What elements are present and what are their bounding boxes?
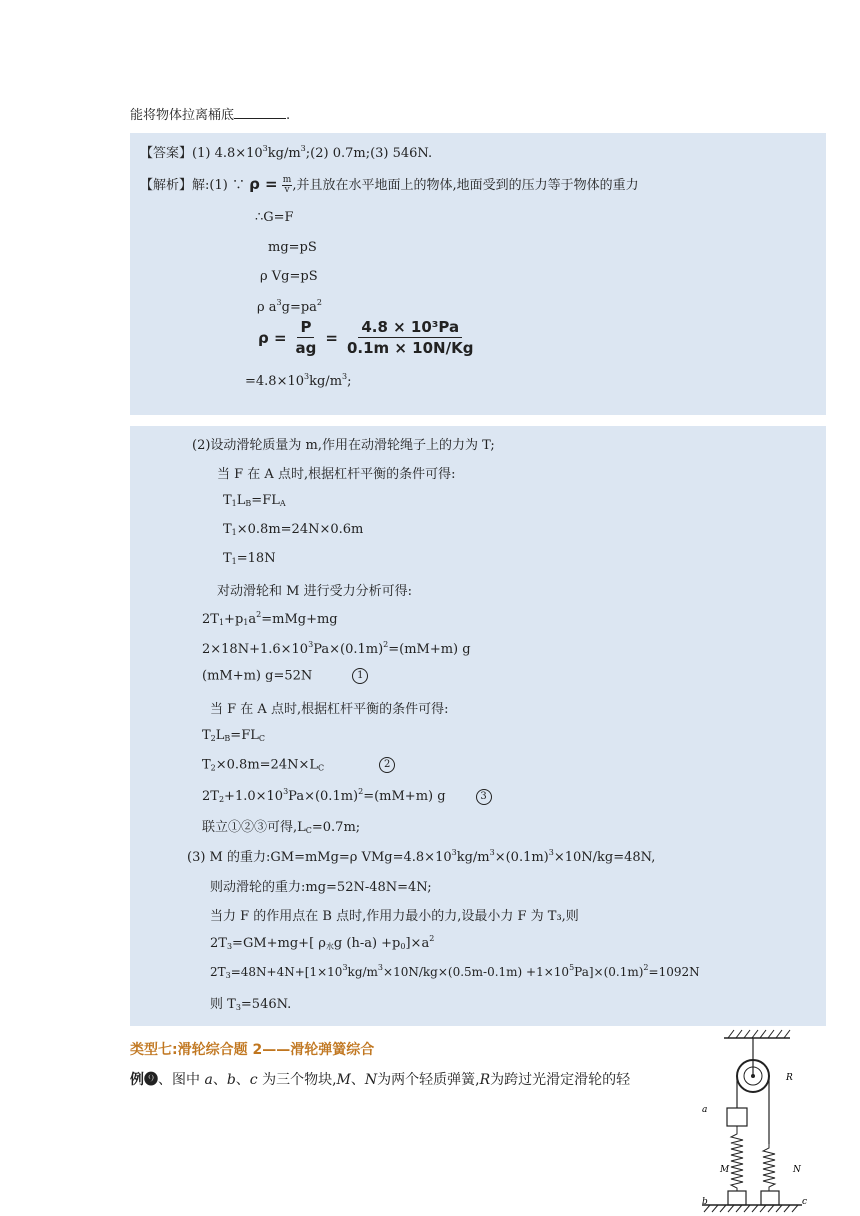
s: 1 [231,528,237,537]
s: 1 [231,499,237,508]
t: L [236,493,246,508]
s: 2 [643,963,649,972]
s: 水 [325,942,334,951]
part2-line-9 [202,668,368,684]
t: ]×a [405,936,430,951]
result-sup: 3 [304,372,310,381]
circled-1: 1 [352,668,368,684]
t: T [223,522,232,537]
s: C [258,734,265,743]
intro-text: 能将物体拉离桶底 [130,108,235,123]
s: 5 [569,963,575,972]
t: kg/m [456,850,490,865]
part2-line-10: 当 F 在 A 点时,根据杠杆平衡的条件可得: [210,702,449,717]
analysis-result [245,372,352,389]
eq-den-2: 0.1m × 10N/Kg [346,339,474,357]
t: ×0.8m=24N×0.6m [236,522,364,537]
analysis-tag: 【解析】 [140,178,193,193]
s: 2 [256,610,262,619]
s: 3 [225,971,231,980]
t: R [479,1072,491,1088]
s: 3 [377,963,384,972]
step4-a: ρ a [257,300,277,315]
eq-equals: = [325,328,338,347]
t: T [202,757,211,773]
density-fraction [282,176,293,195]
part2-line-13 [202,787,492,805]
eq-fraction-1 [293,318,320,357]
t: Pa]×(0.1m) [574,965,644,979]
density-equation [258,318,476,357]
s: 2 [383,640,389,649]
part2-line-14 [202,816,360,835]
t: T [223,493,232,508]
part2-line-12 [202,757,395,773]
t: 为两个轻质弹簧, [377,1072,480,1088]
section-heading: 类型七:滑轮综合题 2——滑轮弹簧综合 [130,1042,375,1058]
t: g (h-a) +p [333,936,401,951]
rho-symbol: ρ = [249,175,278,193]
answer-line [140,142,432,161]
t: ×10N/kg=48N, [553,850,656,865]
s: 1 [243,618,249,627]
t: =FL [230,728,259,743]
s: 3 [226,942,233,951]
t: T [223,551,232,566]
s: B [245,499,252,508]
result-c: ; [347,374,352,389]
part2-line-8 [202,640,471,657]
part2-line-2: 当 F 在 A 点时,根据杠杆平衡的条件可得: [217,467,456,482]
eq-num-1: P [297,318,314,338]
analysis-step-1: ∴G=F [255,210,294,225]
part3-line-6 [210,993,291,1012]
t: 、 [350,1072,365,1088]
t: (mM+m) g=52N [202,668,313,684]
s: 3 [451,848,457,857]
answer-rest: ;(2) 0.7m;(3) 546N. [305,146,433,161]
pulley-spring-figure [690,1026,810,1216]
part2-line-5 [223,551,276,566]
step4-b: g=pa [281,300,317,315]
eq-num-2: 4.8 × 10³Pa [358,318,462,338]
t: kg/m [347,965,378,979]
step4-sup: 3 [276,298,282,307]
t: =FL [251,493,280,508]
result-sup2: 3 [342,372,348,381]
t: ×(0.1m) [494,850,549,865]
answer-blank [234,106,286,119]
answer-unit: kg/m [267,146,301,161]
circled-2: 2 [379,757,395,773]
s: 2 [218,795,225,804]
s: 2 [429,934,435,943]
t: 2T [210,965,226,979]
t: 、 [212,1072,227,1088]
t: =mMg+mg [261,612,338,627]
label-c: c [802,1197,808,1207]
analysis-step-2: mg=pS [268,240,317,255]
t: 2T [202,612,219,627]
result-b: kg/m [309,374,343,389]
part2-line-7 [202,610,338,627]
t: =0.7m; [311,820,361,835]
t: =48N+4N+[1×10 [230,965,343,979]
step4-sup2: 2 [316,298,323,307]
part2-line-6: 对动滑轮和 M 进行受力分析可得: [217,584,412,599]
part2-line-1: (2)设动滑轮质量为 m,作用在动滑轮绳子上的力为 T; [192,438,495,453]
t: T [202,728,211,743]
answer-text: (1) 4.8×10 [192,146,263,161]
s: 3 [235,1003,241,1012]
t: 联立①②③可得,L [202,820,306,835]
eq-fraction-2 [344,318,476,357]
circled-3: 3 [476,789,492,805]
t: 2T [202,789,219,804]
fraction-numerator: m [282,175,292,185]
s: 3 [548,848,554,857]
t: N [364,1072,378,1088]
s: 0 [400,942,406,951]
answer-tag: 【答案】 [140,146,193,161]
t: c [249,1072,258,1088]
t: b [226,1072,236,1088]
s: A [279,499,286,508]
t: 、 [235,1072,250,1088]
intro-line [130,104,290,123]
part3-line-5 [210,963,700,980]
intro-end: . [286,108,291,123]
part2-line-4 [223,522,363,537]
t: =1092N [648,965,700,979]
s: 3 [308,640,314,649]
result-a: =4.8×10 [245,374,305,389]
t: 则 T [210,997,236,1012]
label-M: M [720,1165,730,1175]
s: C [305,826,312,835]
example-line [130,1069,630,1089]
example-number: ❾ [144,1072,158,1088]
t: 为三个物块, [257,1072,337,1088]
t: 、图中 [158,1072,205,1088]
eq-den-1: ag [295,339,317,357]
s: 1 [231,557,237,566]
label-b: b [702,1197,708,1207]
s: 3 [342,963,348,972]
s: 3 [283,787,289,796]
answer-sup: 3 [262,144,268,153]
step3-text: ρ Vg=pS [260,269,318,284]
part3-line-4 [210,934,434,952]
s: 3 [489,848,495,857]
label-a: a [702,1105,708,1115]
analysis-lead: 解:(1) ∵ [192,178,245,193]
s: 2 [358,787,364,796]
part3-line-2: 则动滑轮的重力:mg=52N-48N=4N; [210,880,432,895]
t: (3) M 的重力:GM=mMg=ρ VMg=4.8×10 [187,850,452,865]
t: 为跨过光滑定滑轮的轻 [490,1072,631,1088]
fraction-denominator: v [284,185,290,195]
analysis-lead-end: ,并且放在水平地面上的物体,地面受到的压力等于物体的重力 [292,178,639,193]
t: Pa×(0.1m) [313,642,384,657]
t: =18N [236,551,276,566]
t: +p [224,612,244,627]
label-R: R [786,1073,793,1083]
s: B [224,734,231,743]
t: ×10N/kg×(0.5m-0.1m) +1×10 [383,965,570,979]
label-N: N [793,1165,801,1175]
t: +1.0×10 [224,789,284,804]
s: 2 [210,763,216,773]
part2-line-3 [223,493,286,508]
t: a [204,1072,213,1088]
s: C [318,763,325,773]
t: 2×18N+1.6×10 [202,642,309,657]
s: 1 [218,618,225,627]
t: =GM+mg+[ ρ [232,936,326,951]
t: 2T [210,936,227,951]
t: =(mM+m) g [388,642,471,657]
analysis-step-4 [257,298,322,315]
s: 2 [210,734,216,743]
part2-line-11 [202,728,265,743]
t: ×0.8m=24N×L [215,757,318,773]
t: =(mM+m) g [363,789,446,804]
t: L [215,728,225,743]
analysis-line [140,174,639,195]
example-label: 例 [130,1072,144,1088]
t: Pa×(0.1m) [288,789,359,804]
t: a [248,612,257,627]
t: =546N. [240,997,292,1012]
analysis-step-3 [260,269,318,284]
answer-sup2: 3 [300,144,306,153]
part3-line-3: 当力 F 的作用点在 B 点时,作用力最小的力,设最小力 F 为 T₃,则 [210,909,579,924]
part3-line-1 [187,846,655,865]
t: M [336,1072,351,1088]
eq-rho: ρ = [258,328,287,347]
